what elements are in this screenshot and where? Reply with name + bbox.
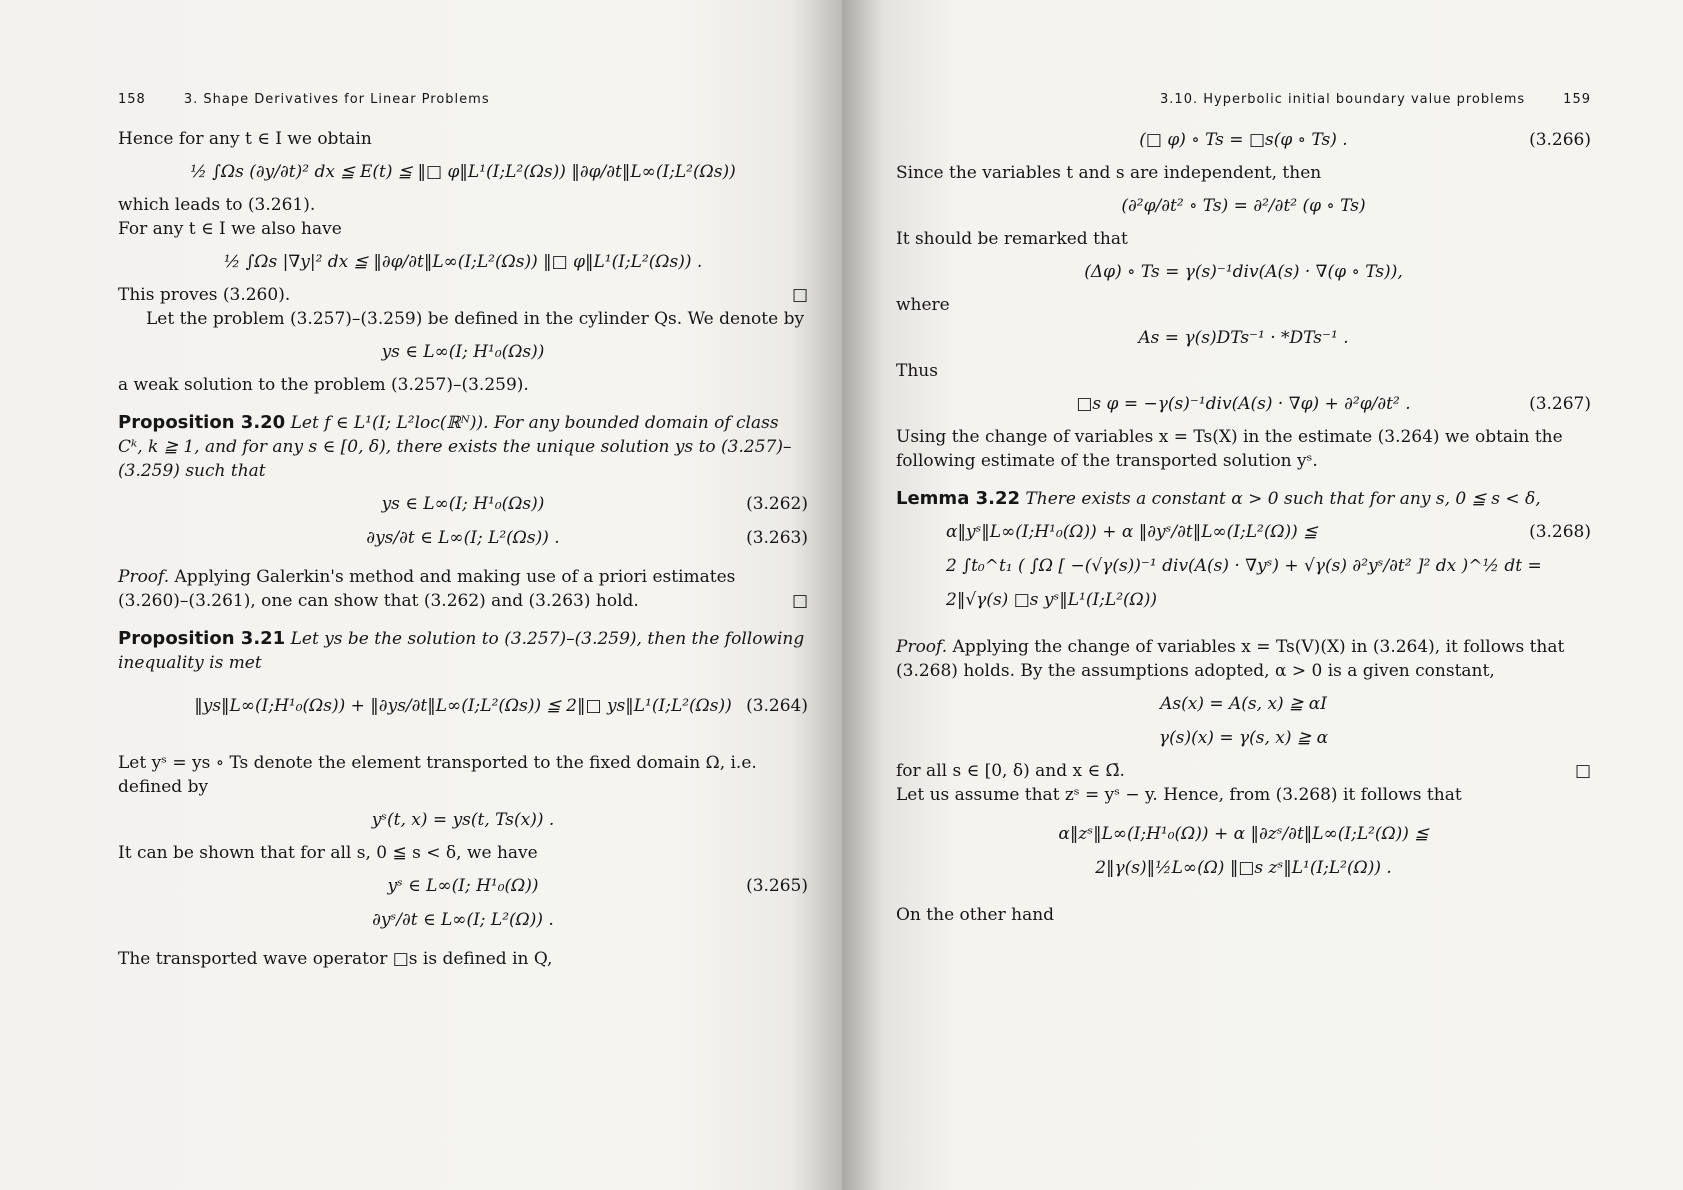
equation xyxy=(896,553,1591,579)
right-page-content xyxy=(896,92,1591,927)
text-line: The transported wave operator □s is defined in Q, xyxy=(118,949,553,969)
left-page-number: 158 xyxy=(118,92,146,107)
equation xyxy=(118,339,808,365)
equation-body: ‖ys‖L∞(I;H¹₀(Ωs)) + ‖∂ys/∂t‖L∞(I;L²(Ωs)) ≦ 2‖□ ys‖L¹(I;L²(Ωs)) xyxy=(194,696,732,716)
proof-text: Applying Galerkin's method and making use of a priori estimates (3.260)–(3.261), one can show that (3.262) and (3.263) hold. xyxy=(118,567,736,611)
right-page xyxy=(842,0,1683,1190)
equation xyxy=(896,821,1591,847)
text-paragraph: Let the problem (3.257)–(3.259) be defined in the cylinder Qs. We denote by xyxy=(146,309,805,329)
left-page-header xyxy=(118,92,808,107)
equation-body: (Δφ) ∘ Ts = γ(s)⁻¹div(A(s) · ∇(φ ∘ Ts)), xyxy=(1084,262,1403,282)
equation xyxy=(896,325,1591,351)
equation xyxy=(896,855,1591,881)
text-line: For any t ∈ I we also have xyxy=(118,219,342,239)
left-chapter-header: 3. Shape Derivatives for Linear Problems xyxy=(183,92,490,107)
text-line: Hence for any t ∈ I we obtain xyxy=(118,129,372,149)
text-line: Since the variables t and s are independent, then xyxy=(896,163,1322,183)
equation-body: α‖yˢ‖L∞(I;H¹₀(Ω)) + α ‖∂yˢ/∂t‖L∞(I;L²(Ω)) ≦ xyxy=(946,522,1318,542)
equation-number: (3.264) xyxy=(746,696,808,716)
text-line: a weak solution to the problem (3.257)–(3.259). xyxy=(118,375,529,395)
equation xyxy=(896,127,1591,153)
lemma-text: There exists a constant α > 0 such that for any s, 0 ≦ s < δ, xyxy=(1025,489,1541,509)
equation-number: (3.263) xyxy=(746,528,808,548)
equation xyxy=(118,693,808,719)
text-line: On the other hand xyxy=(896,905,1055,925)
proposition-title: Proposition 3.20 xyxy=(118,412,286,433)
text-paragraph: Using the change of variables x = Ts(X) in the estimate (3.264) we obtain the following estimate of the transported solution yˢ. xyxy=(896,427,1563,471)
equation xyxy=(118,249,808,275)
text-line: It should be remarked that xyxy=(896,229,1128,249)
equation xyxy=(896,587,1591,613)
text-span: This proves (3.260). xyxy=(118,285,291,305)
equation-body: (□ φ) ∘ Ts = □s(φ ∘ Ts) . xyxy=(1139,130,1348,150)
equation-number: (3.265) xyxy=(746,876,808,896)
equation-body: γ(s)(x) = γ(s, x) ≧ α xyxy=(1158,728,1329,748)
text-line: Let us assume that zˢ = yˢ − y. Hence, from (3.268) it follows that xyxy=(896,785,1462,805)
equation-body: As = γ(s)DTs⁻¹ · *DTs⁻¹ . xyxy=(1138,328,1349,348)
equation-body: ys ∈ L∞(I; H¹₀(Ωs)) xyxy=(381,494,545,514)
equation-body: 2 ∫t₀^t₁ ( ∫Ω [ −(√γ(s))⁻¹ div(A(s) · ∇yˢ) + √γ(s) ∂²yˢ/∂t² ]² dx )^½ dt = xyxy=(946,556,1542,576)
text-line: Thus xyxy=(896,361,938,381)
equation xyxy=(118,807,808,833)
equation-body: □s φ = −γ(s)⁻¹div(A(s) · ∇φ) + ∂²φ/∂t² . xyxy=(1076,394,1411,414)
qed-symbol: □ xyxy=(791,285,808,305)
proposition-text: Let ys be the solution to (3.257)–(3.259), then the following inequality is met xyxy=(118,629,805,673)
equation-body: α‖zˢ‖L∞(I;H¹₀(Ω)) + α ‖∂zˢ/∂t‖L∞(I;L²(Ω)) ≦ xyxy=(1058,824,1429,844)
text-line xyxy=(896,759,1591,783)
equation-body: ∂yˢ/∂t ∈ L∞(I; L²(Ω)) . xyxy=(372,910,554,930)
lemma-title: Lemma 3.22 xyxy=(896,488,1021,509)
proposition-3-20 xyxy=(118,411,808,483)
proposition-3-21 xyxy=(118,627,808,675)
equation-body: 2‖γ(s)‖½L∞(Ω) ‖□s zˢ‖L¹(I;L²(Ω)) . xyxy=(1095,858,1392,878)
equation xyxy=(118,525,808,551)
text-line: It can be shown that for all s, 0 ≦ s < δ, we have xyxy=(118,843,538,863)
equation xyxy=(118,491,808,517)
text-paragraph: Let yˢ = ys ∘ Ts denote the element transported to the fixed domain Ω, i.e. defined by xyxy=(118,753,757,797)
proposition-text: Let f ∈ L¹(I; L²loc(ℝᴺ)). For any bounded domain of class Cᵏ, k ≧ 1, and for any s ∈ [0, δ), there exists the unique solution ys to (3.257)–(3.259) such that xyxy=(118,413,792,481)
equation xyxy=(896,391,1591,417)
right-page-header xyxy=(896,92,1591,107)
left-page-content xyxy=(118,92,808,971)
proof-label: Proof. xyxy=(896,637,948,657)
equation xyxy=(118,873,808,899)
equation-body: As(x) = A(s, x) ≧ αI xyxy=(1160,694,1327,714)
text-line xyxy=(118,283,808,307)
equation xyxy=(896,259,1591,285)
equation xyxy=(896,725,1591,751)
equation-number: (3.266) xyxy=(1529,130,1591,150)
proof-text: Applying the change of variables x = Ts(V)(X) in (3.264), it follows that (3.268) holds. By the assumptions adopted, α > 0 is a given constant, xyxy=(896,637,1565,681)
equation xyxy=(118,907,808,933)
equation-body: 2‖√γ(s) □s yˢ‖L¹(I;L²(Ω)) xyxy=(946,590,1157,610)
equation xyxy=(896,519,1591,545)
qed-symbol: □ xyxy=(1574,761,1591,781)
proposition-title: Proposition 3.21 xyxy=(118,628,286,649)
proof-paragraph xyxy=(118,565,808,613)
right-page-number: 159 xyxy=(1563,92,1591,107)
equation xyxy=(896,691,1591,717)
proof-label: Proof. xyxy=(118,567,170,587)
equation-body: yˢ ∈ L∞(I; H¹₀(Ω)) xyxy=(387,876,539,896)
proof-paragraph xyxy=(896,635,1591,683)
lemma-3-22 xyxy=(896,487,1591,511)
right-chapter-header: 3.10. Hyperbolic initial boundary value problems xyxy=(1160,92,1526,107)
text-span: for all s ∈ [0, δ) and x ∈ Ω̄. xyxy=(896,761,1125,781)
equation-body: ys ∈ L∞(I; H¹₀(Ωs)) xyxy=(381,342,545,362)
equation-body: yˢ(t, x) = ys(t, Ts(x)) . xyxy=(371,810,555,830)
equation-body: (∂²φ/∂t² ∘ Ts) = ∂²/∂t² (φ ∘ Ts) xyxy=(1121,196,1366,216)
equation xyxy=(896,193,1591,219)
equation-body: ∂ys/∂t ∈ L∞(I; L²(Ωs)) . xyxy=(366,528,560,548)
equation-body: ½ ∫Ωs |∇y|² dx ≦ ‖∂φ/∂t‖L∞(I;L²(Ωs)) ‖□ φ‖L¹(I;L²(Ωs)) . xyxy=(223,252,703,272)
equation-number: (3.267) xyxy=(1529,394,1591,414)
qed-symbol: □ xyxy=(791,591,808,611)
equation-body: ½ ∫Ωs (∂y/∂t)² dx ≦ E(t) ≦ ‖□ φ‖L¹(I;L²(Ωs)) ‖∂φ/∂t‖L∞(I;L²(Ωs)) xyxy=(190,162,736,182)
equation-number: (3.268) xyxy=(1529,522,1591,542)
text-line: which leads to (3.261). xyxy=(118,195,316,215)
equation-number: (3.262) xyxy=(746,494,808,514)
equation xyxy=(118,159,808,185)
text-line: where xyxy=(896,295,950,315)
